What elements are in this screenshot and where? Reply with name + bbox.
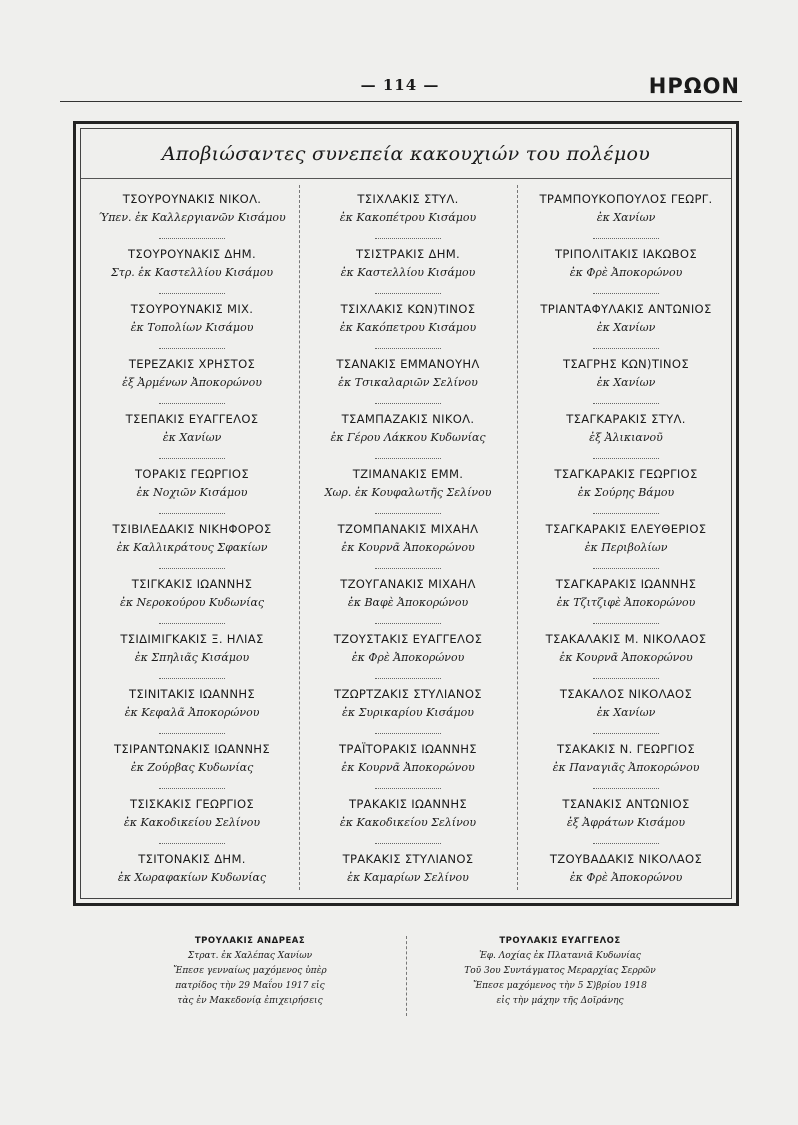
entry-name: ΤΣΟΥΡΟΥΝΑΚΙΣ ΝΙΚΟΛ. (122, 192, 262, 206)
entry-separator (375, 344, 441, 349)
column-2 (303, 187, 513, 902)
entry-name: ΤΣΕΠΑΚΙΣ ΕΥΑΓΓΕΛΟΣ (125, 412, 259, 426)
entry-separator (159, 509, 225, 514)
entry-separator (159, 674, 225, 679)
entry-place: ἐκ Φρὲ Ἀποκορώνου (351, 651, 465, 664)
entry-name: ΤΖΩΡΤΖΑΚΙΣ ΣΤΥΛΙΑΝΟΣ (334, 687, 482, 701)
column-1 (87, 187, 297, 902)
entry (87, 517, 297, 572)
entry-separator (375, 839, 441, 844)
entry-separator (593, 839, 659, 844)
entry-separator (593, 289, 659, 294)
entry-separator (375, 784, 441, 789)
entry-place: ἐκ Χανίων (596, 321, 656, 334)
entry (521, 187, 731, 242)
entry-name: ΤΣΙΣΤΡΑΚΙΣ ΔΗΜ. (355, 247, 461, 261)
entry-name: ΤΣΙΣΚΑΚΙΣ ΓΕΩΡΓΙΟΣ (129, 797, 255, 811)
entry-separator (159, 729, 225, 734)
entry-name: ΤΖΟΥΒΑΔΑΚΙΣ ΝΙΚΟΛΑΟΣ (549, 852, 703, 866)
entry-name: ΤΣΙΤΟΝΑΚΙΣ ΔΗΜ. (138, 852, 246, 866)
entry (87, 407, 297, 462)
entry (303, 572, 513, 627)
entry (521, 627, 731, 682)
entry (87, 792, 297, 847)
entry-separator (159, 784, 225, 789)
entry-name: ΤΡΑΚΑΚΙΣ ΣΤΥΛΙΑΝΟΣ (342, 852, 474, 866)
entry (87, 627, 297, 682)
entry-place: ἐκ Κουρνᾶ Ἀποκορώνου (341, 541, 475, 554)
footer-right-line: Ἔπεσε μαχόμενος τὴν 5 Σ)βρίου 1918 (473, 981, 647, 991)
entry-place: ἐκ Κακοπέτρου Κισάμου (339, 211, 477, 224)
entry-place: ἐξ Ἀλικιανοῦ (589, 431, 663, 444)
entry-name: ΤΣΑΝΑΚΙΣ ΕΜΜΑΝΟΥΗΛ (336, 357, 480, 371)
entry-name: ΤΣΑΓΚΑΡΑΚΙΣ ΕΛΕΥΘΕΡΙΟΣ (545, 522, 707, 536)
entry-place: ἐξ Ἀρμένων Ἀποκορώνου (122, 376, 262, 389)
entry (303, 407, 513, 462)
heading-rule (81, 178, 731, 179)
entry-name: ΤΡΑΚΑΚΙΣ ΙΩΑΝΝΗΣ (349, 797, 467, 811)
entry-name: ΤΣΟΥΡΟΥΝΑΚΙΣ ΜΙΧ. (130, 302, 254, 316)
entry-place: ἐκ Συρικαρίου Κισάμου (341, 706, 474, 719)
entry-name: ΤΖΙΜΑΝΑΚΙΣ ΕΜΜ. (352, 467, 464, 481)
entry-separator (159, 564, 225, 569)
entry-place: ἐκ Τσικαλαριῶν Σελίνου (338, 376, 478, 389)
entry-separator (375, 564, 441, 569)
entry-place: Χωρ. ἐκ Κουφαλωτῆς Σελίνου (324, 486, 492, 499)
footer-right-line: Τοῦ 3ου Συντάγματος Μεραρχίας Σερρῶν (464, 966, 656, 976)
entry (303, 792, 513, 847)
footer-left-line: πατρίδος τὴν 29 Μαΐου 1917 εἰς (175, 981, 325, 991)
entry-name: ΤΣΙΒΙΛΕΔΑΚΙΣ ΝΙΚΗΦΟΡΟΣ (112, 522, 272, 536)
entry (521, 297, 731, 352)
entry (521, 572, 731, 627)
entry-place: ἐκ Καλλικράτους Σφακίων (116, 541, 268, 554)
entry-place: ἐκ Τζιτζιφὲ Ἀποκορώνου (556, 596, 696, 609)
entry-name: ΤΡΑΪΤΟΡΑΚΙΣ ΙΩΑΝΝΗΣ (339, 742, 477, 756)
entry-separator (375, 729, 441, 734)
entry-place: ἐκ Νοχιῶν Κισάμου (136, 486, 248, 499)
entry-separator (159, 399, 225, 404)
entry-separator (593, 344, 659, 349)
entry (303, 462, 513, 517)
entry-place: ἐκ Καμαρίων Σελίνου (347, 871, 469, 884)
entry-name: ΤΣΙΔΙΜΙΓΚΑΚΙΣ Ξ. ΗΛΙΑΣ (120, 632, 264, 646)
entry (303, 682, 513, 737)
entry-separator (593, 234, 659, 239)
entry (87, 242, 297, 297)
footer-left-line: τὰς ἐν Μακεδονίᾳ ἐπιχειρήσεις (177, 996, 323, 1006)
entry-name: ΤΕΡΕΖΑΚΙΣ ΧΡΗΣΤΟΣ (128, 357, 256, 371)
entry-name: ΤΣΙΧΛΑΚΙΣ ΣΤΥΛ. (357, 192, 459, 206)
entry-place: ἐκ Νεροκούρου Κυδωνίας (119, 596, 265, 609)
footer-left-line: Ἔπεσε γενναίως μαχόμενος ὑπὲρ (173, 966, 327, 976)
entry-separator (159, 289, 225, 294)
entry-place: ἐκ Περιβολίων (584, 541, 668, 554)
footer (120, 936, 700, 1026)
entry-separator (159, 839, 225, 844)
entry-separator (375, 399, 441, 404)
entry-place: ἐκ Κεφαλᾶ Ἀποκορώνου (124, 706, 260, 719)
entry-name: ΤΣΑΓΚΑΡΑΚΙΣ ΙΩΑΝΝΗΣ (555, 577, 697, 591)
entry-separator (375, 234, 441, 239)
entry-place: ἐκ Χανίων (596, 211, 656, 224)
entry-name: ΤΖΟΥΓΑΝΑΚΙΣ ΜΙΧΑΗΛ (340, 577, 476, 591)
frame-heading: Αποβιώσαντες συνεπεία κακουχιών του πολέμου (161, 143, 651, 165)
entry (521, 242, 731, 297)
footer-left (120, 936, 380, 1009)
entry-place: ἐξ Ἀφράτων Κισάμου (566, 816, 686, 829)
entry-place: ἐκ Κακόπετρου Κισάμου (339, 321, 477, 334)
entry-separator (159, 454, 225, 459)
entry-name: ΤΣΑΓΚΑΡΑΚΙΣ ΣΤΥΛ. (566, 412, 686, 426)
entry-place: ἐκ Φρὲ Ἀποκορώνου (569, 266, 683, 279)
entry (303, 352, 513, 407)
entry (303, 847, 513, 902)
entry (87, 297, 297, 352)
footer-left-line: Στρατ. ἐκ Χαλέπας Χανίων (187, 951, 313, 961)
entry-name: ΤΣΙΝΙΤΑΚΙΣ ΙΩΑΝΝΗΣ (129, 687, 255, 701)
entry (87, 187, 297, 242)
entry-name: ΤΣΟΥΡΟΥΝΑΚΙΣ ΔΗΜ. (128, 247, 256, 261)
entry-separator (593, 619, 659, 624)
entry-name: ΤΣΑΚΑΚΙΣ Ν. ΓΕΩΡΓΙΟΣ (557, 742, 695, 756)
footer-right-line: εἰς τὴν μάχην τῆς Δοϊράνης (496, 996, 624, 1006)
entry-place: ἐκ Κουρνᾶ Ἀποκορώνου (341, 761, 475, 774)
entry (303, 187, 513, 242)
entry-separator (159, 619, 225, 624)
entry-separator (593, 784, 659, 789)
entry-place: ἐκ Κουρνᾶ Ἀποκορώνου (559, 651, 693, 664)
entry-separator (593, 564, 659, 569)
entry (521, 682, 731, 737)
entry-name: ΤΣΙΡΑΝΤΩΝΑΚΙΣ ΙΩΑΝΝΗΣ (114, 742, 270, 756)
entry-separator (593, 454, 659, 459)
entry-place: ἐκ Σπηλιᾶς Κισάμου (134, 651, 250, 664)
entry-place: Ύπεν. ἐκ Καλλεργιανῶν Κισάμου (98, 211, 286, 224)
entry-name: ΤΣΑΚΑΛΑΚΙΣ Μ. ΝΙΚΟΛΑΟΣ (545, 632, 707, 646)
footer-left-name: ΤΡΟΥΛΑΚΙΣ ΑΝΔΡΕΑΣ (194, 936, 306, 946)
entry (521, 737, 731, 792)
entry-place: ἐκ Χανίων (596, 376, 656, 389)
memorial-frame (73, 121, 739, 906)
entry-place: ἐκ Γέρου Λάκκου Κυδωνίας (330, 431, 486, 444)
entry (87, 352, 297, 407)
entry-name: ΤΣΑΚΑΛΟΣ ΝΙΚΟΛΑΟΣ (559, 687, 693, 701)
entry (521, 407, 731, 462)
page-number: — 114 — (360, 76, 440, 94)
entry (87, 682, 297, 737)
entry-separator (593, 674, 659, 679)
entry-place: Στρ. ἐκ Καστελλίου Κισάμου (110, 266, 274, 279)
entry (521, 462, 731, 517)
entry-name: ΤΣΙΧΛΑΚΙΣ ΚΩΝ)ΤΙΝΟΣ (340, 302, 476, 316)
column-divider (517, 185, 518, 890)
entry-separator (375, 289, 441, 294)
entry-name: ΤΣΙΓΚΑΚΙΣ ΙΩΑΝΝΗΣ (131, 577, 253, 591)
column-3 (521, 187, 731, 902)
entry-separator (375, 509, 441, 514)
entry-place: ἐκ Ζούρβας Κυδωνίας (130, 761, 254, 774)
entry-name: ΤΣΑΝΑΚΙΣ ΑΝΤΩΝΙΟΣ (562, 797, 690, 811)
entry (87, 572, 297, 627)
entry-name: ΤΖΟΜΠΑΝΑΚΙΣ ΜΙΧΑΗΛ (337, 522, 479, 536)
entry (521, 847, 731, 902)
entry-name: ΤΟΡΑΚΙΣ ΓΕΩΡΓΙΟΣ (135, 467, 249, 481)
entry-place: ἐκ Καστελλίου Κισάμου (340, 266, 476, 279)
entry-separator (375, 454, 441, 459)
header-rule (60, 101, 742, 102)
footer-right-name: ΤΡΟΥΛΑΚΙΣ ΕΥΑΓΓΕΛΟΣ (499, 936, 621, 946)
entry (521, 517, 731, 572)
journal-title: ΗΡΩΟΝ (648, 74, 740, 98)
memorial-frame-inner (80, 128, 732, 899)
entry (303, 297, 513, 352)
entry-separator (593, 729, 659, 734)
entry-place: ἐκ Χανίων (162, 431, 222, 444)
entry (87, 737, 297, 792)
entry (87, 847, 297, 902)
entry (303, 737, 513, 792)
entry-name: ΤΡΙΑΝΤΑΦΥΛΑΚΙΣ ΑΝΤΩΝΙΟΣ (540, 302, 712, 316)
entry-separator (159, 234, 225, 239)
entry-place: ἐκ Φρὲ Ἀποκορώνου (569, 871, 683, 884)
footer-right-line: Ἐφ. Λοχίας ἐκ Πλατανιᾶ Κυδωνίας (479, 951, 641, 961)
entry-place: ἐκ Κακοδικείου Σελίνου (123, 816, 261, 829)
column-divider (299, 185, 300, 890)
entry-place: ἐκ Χανίων (596, 706, 656, 719)
entry (87, 462, 297, 517)
footer-divider (406, 936, 407, 1016)
entry-name: ΤΖΟΥΣΤΑΚΙΣ ΕΥΑΓΓΕΛΟΣ (333, 632, 483, 646)
entry-name: ΤΡΑΜΠΟΥΚΟΠΟΥΛΟΣ ΓΕΩΡΓ. (539, 192, 713, 206)
entry-name: ΤΡΙΠΟΛΙΤΑΚΙΣ ΙΑΚΩΒΟΣ (555, 247, 697, 261)
entry-place: ἐκ Τοπολίων Κισάμου (130, 321, 254, 334)
entry-separator (159, 344, 225, 349)
entry (303, 242, 513, 297)
entry-place: ἐκ Παναγιᾶς Ἀποκορώνου (552, 761, 700, 774)
entry-separator (593, 399, 659, 404)
entry-name: ΤΣΑΓΡΗΣ ΚΩΝ)ΤΙΝΟΣ (563, 357, 689, 371)
footer-right (430, 936, 690, 1009)
entry-name: ΤΣΑΜΠΑΖΑΚΙΣ ΝΙΚΟΛ. (341, 412, 475, 426)
entry-place: ἐκ Χωραφακίων Κυδωνίας (117, 871, 267, 884)
entry-separator (375, 619, 441, 624)
entry-place: ἐκ Σούρης Βάμου (577, 486, 675, 499)
entry (303, 627, 513, 682)
entry-place: ἐκ Κακοδικείου Σελίνου (339, 816, 477, 829)
entry-separator (593, 509, 659, 514)
entry-separator (375, 674, 441, 679)
entry (303, 517, 513, 572)
entry-name: ΤΣΑΓΚΑΡΑΚΙΣ ΓΕΩΡΓΙΟΣ (554, 467, 698, 481)
entry (521, 792, 731, 847)
entry-place: ἐκ Βαφὲ Ἀποκορώνου (347, 596, 469, 609)
entry (521, 352, 731, 407)
